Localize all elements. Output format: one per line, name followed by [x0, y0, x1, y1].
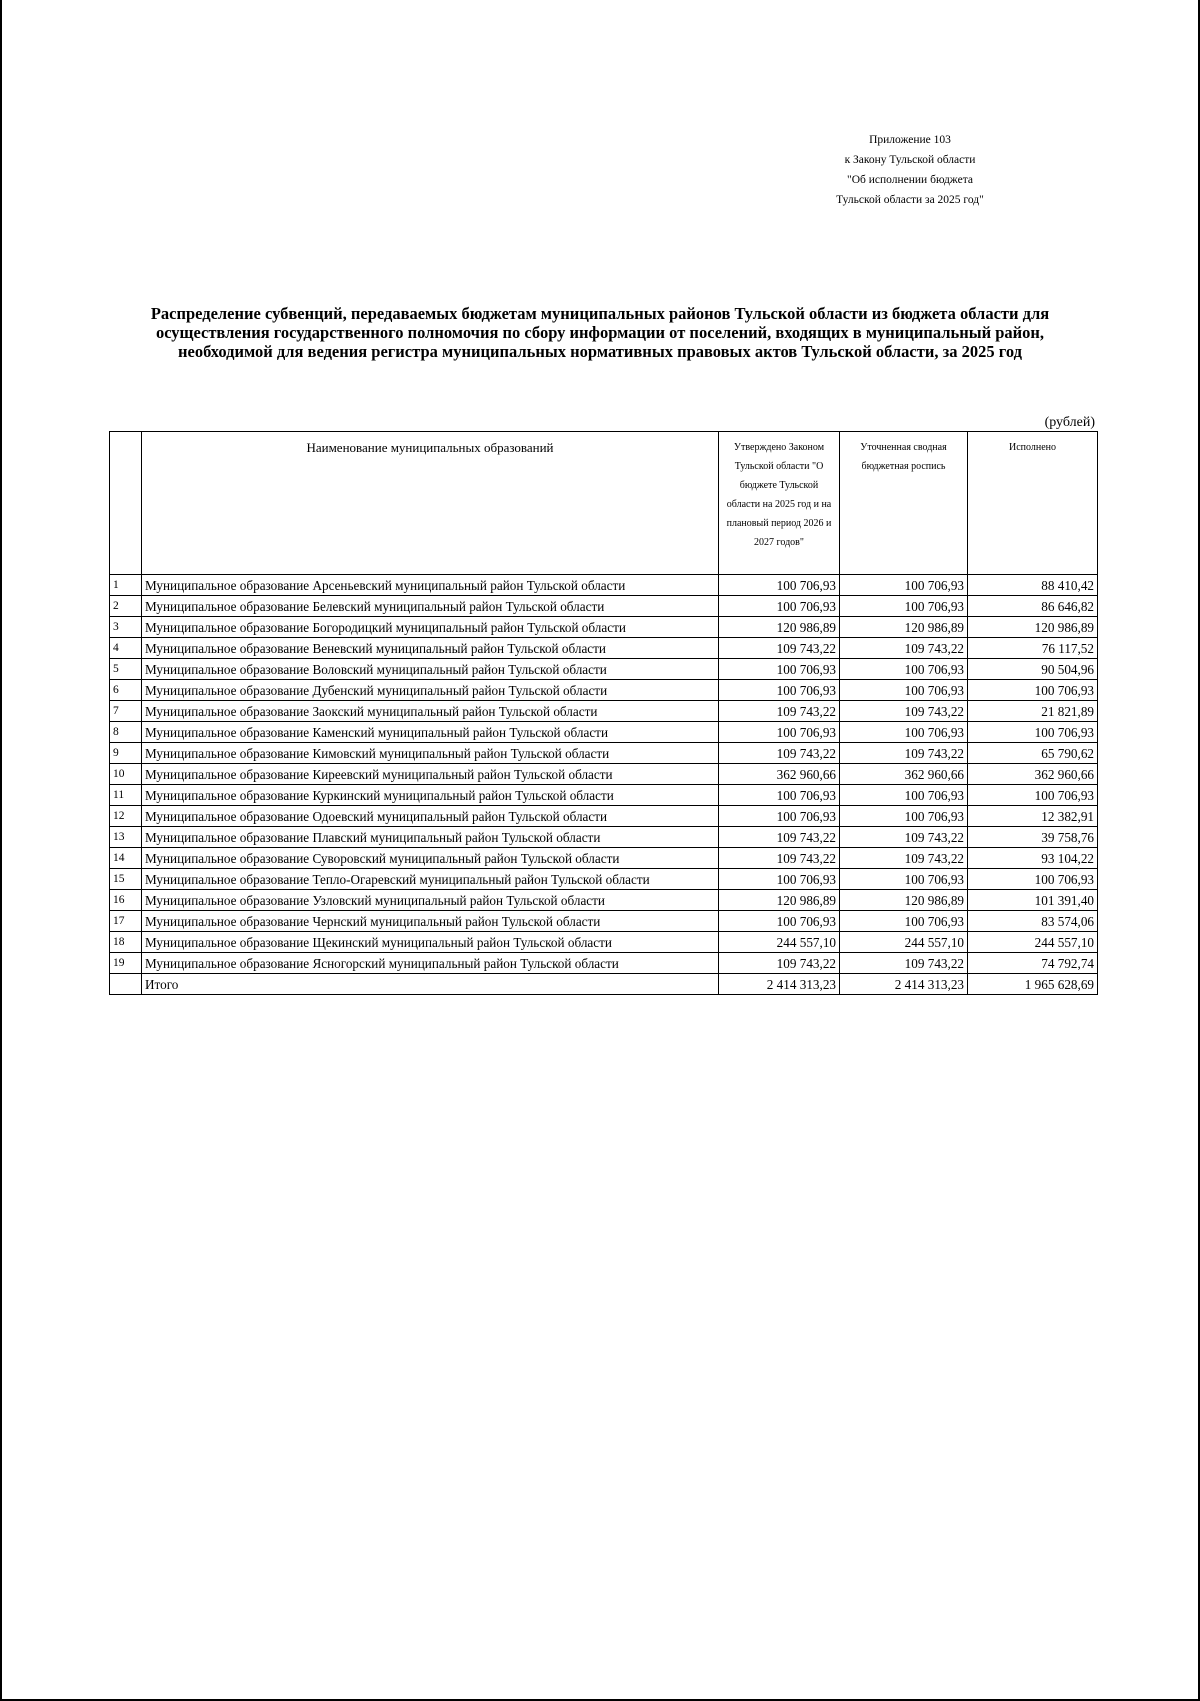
refined-amount: 100 706,93 — [840, 680, 968, 701]
approved-amount: 100 706,93 — [719, 722, 840, 743]
municipality-name: Муниципальное образование Одоевский муниципальный район Тульской области — [142, 806, 719, 827]
row-index: 9 — [110, 743, 142, 764]
municipality-name: Муниципальное образование Куркинский муниципальный район Тульской области — [142, 785, 719, 806]
approved-amount: 109 743,22 — [719, 848, 840, 869]
row-index: 3 — [110, 617, 142, 638]
approved-amount: 362 960,66 — [719, 764, 840, 785]
municipality-name: Муниципальное образование Воловский муниципальный район Тульской области — [142, 659, 719, 680]
approved-amount: 2 414 313,23 — [719, 974, 840, 995]
executed-amount: 362 960,66 — [968, 764, 1098, 785]
row-index: 4 — [110, 638, 142, 659]
row-index: 11 — [110, 785, 142, 806]
title-line-1: Распределение субвенций, передаваемых бюджетам муниципальных районов Тульской области из бюджета области для — [150, 304, 1050, 323]
approved-amount: 109 743,22 — [719, 701, 840, 722]
table-row — [110, 785, 1098, 806]
approved-amount: 100 706,93 — [719, 806, 840, 827]
row-index: 12 — [110, 806, 142, 827]
table-header-row — [110, 432, 1098, 575]
table-row — [110, 659, 1098, 680]
municipality-name: Муниципальное образование Киреевский муниципальный район Тульской области — [142, 764, 719, 785]
row-index: 17 — [110, 911, 142, 932]
appendix-line-4: Тульской области за 2025 год" — [836, 194, 984, 206]
municipality-name: Муниципальное образование Заокский муниципальный район Тульской области — [142, 701, 719, 722]
refined-amount: 109 743,22 — [840, 701, 968, 722]
table-row — [110, 596, 1098, 617]
executed-amount: 83 574,06 — [968, 911, 1098, 932]
executed-amount: 39 758,76 — [968, 827, 1098, 848]
row-index: 13 — [110, 827, 142, 848]
table-row — [110, 617, 1098, 638]
table-row — [110, 680, 1098, 701]
row-index: 7 — [110, 701, 142, 722]
refined-amount: 109 743,22 — [840, 743, 968, 764]
table-row — [110, 743, 1098, 764]
approved-amount: 100 706,93 — [719, 659, 840, 680]
executed-amount: 86 646,82 — [968, 596, 1098, 617]
table-row — [110, 890, 1098, 911]
municipality-name: Итого — [142, 974, 719, 995]
appendix-line-3: "Об исполнении бюджета — [847, 174, 973, 186]
header-executed: Исполнено — [968, 432, 1098, 575]
refined-amount: 109 743,22 — [840, 848, 968, 869]
refined-amount: 100 706,93 — [840, 722, 968, 743]
row-index: 1 — [110, 575, 142, 596]
header-name: Наименование муниципальных образований — [142, 432, 719, 575]
refined-amount: 109 743,22 — [840, 953, 968, 974]
row-index: 2 — [110, 596, 142, 617]
refined-amount: 120 986,89 — [840, 890, 968, 911]
refined-amount: 362 960,66 — [840, 764, 968, 785]
header-refined: Уточненная сводная бюджетная роспись — [840, 432, 968, 575]
executed-amount: 12 382,91 — [968, 806, 1098, 827]
refined-amount: 100 706,93 — [840, 806, 968, 827]
executed-amount: 100 706,93 — [968, 722, 1098, 743]
refined-amount: 100 706,93 — [840, 575, 968, 596]
executed-amount: 120 986,89 — [968, 617, 1098, 638]
executed-amount: 101 391,40 — [968, 890, 1098, 911]
approved-amount: 109 743,22 — [719, 827, 840, 848]
executed-amount: 244 557,10 — [968, 932, 1098, 953]
refined-amount: 109 743,22 — [840, 638, 968, 659]
approved-amount: 100 706,93 — [719, 575, 840, 596]
refined-amount: 2 414 313,23 — [840, 974, 968, 995]
table-row — [110, 701, 1098, 722]
municipality-name: Муниципальное образование Ясногорский муниципальный район Тульской области — [142, 953, 719, 974]
table-row — [110, 722, 1098, 743]
refined-amount: 120 986,89 — [840, 617, 968, 638]
title-line-2: осуществления государственного полномочия по сбору информации от поселений, входящих в муниципальный район, — [155, 323, 1045, 342]
header-index — [110, 432, 142, 575]
header-approved: Утверждено Законом Тульской области "О бюджете Тульской области на 2025 год и на плановый период 2026 и 2027 годов" — [719, 432, 840, 575]
table-row — [110, 806, 1098, 827]
municipality-name: Муниципальное образование Тепло-Огаревский муниципальный район Тульской области — [142, 869, 719, 890]
table-total-row — [110, 974, 1098, 995]
row-index: 16 — [110, 890, 142, 911]
table-body — [110, 575, 1098, 995]
document-title — [100, 304, 1100, 361]
appendix-line-1: Приложение 103 — [869, 134, 951, 146]
approved-amount: 120 986,89 — [719, 617, 840, 638]
row-index: 5 — [110, 659, 142, 680]
municipality-name: Муниципальное образование Щекинский муниципальный район Тульской области — [142, 932, 719, 953]
executed-amount: 100 706,93 — [968, 680, 1098, 701]
refined-amount: 109 743,22 — [840, 827, 968, 848]
row-index: 15 — [110, 869, 142, 890]
approved-amount: 120 986,89 — [719, 890, 840, 911]
approved-amount: 100 706,93 — [719, 785, 840, 806]
title-line-3: необходимой для ведения регистра муниципальных нормативных правовых актов Тульской области, за 2025 год — [178, 342, 1022, 361]
executed-amount: 100 706,93 — [968, 869, 1098, 890]
municipality-name: Муниципальное образование Арсеньевский муниципальный район Тульской области — [142, 575, 719, 596]
municipality-name: Муниципальное образование Каменский муниципальный район Тульской области — [142, 722, 719, 743]
approved-amount: 100 706,93 — [719, 911, 840, 932]
table-row — [110, 848, 1098, 869]
table-row — [110, 827, 1098, 848]
executed-amount: 93 104,22 — [968, 848, 1098, 869]
refined-amount: 100 706,93 — [840, 785, 968, 806]
row-index: 8 — [110, 722, 142, 743]
appendix-line-2: к Закону Тульской области — [844, 154, 976, 166]
approved-amount: 100 706,93 — [719, 596, 840, 617]
executed-amount: 74 792,74 — [968, 953, 1098, 974]
table-row — [110, 953, 1098, 974]
refined-amount: 100 706,93 — [840, 869, 968, 890]
approved-amount: 109 743,22 — [719, 953, 840, 974]
refined-amount: 100 706,93 — [840, 911, 968, 932]
executed-amount: 76 117,52 — [968, 638, 1098, 659]
municipality-name: Муниципальное образование Плавский муниципальный район Тульской области — [142, 827, 719, 848]
row-index: 6 — [110, 680, 142, 701]
refined-amount: 244 557,10 — [840, 932, 968, 953]
approved-amount: 100 706,93 — [719, 680, 840, 701]
municipality-name: Муниципальное образование Веневский муниципальный район Тульской области — [142, 638, 719, 659]
executed-amount: 1 965 628,69 — [968, 974, 1098, 995]
municipality-name: Муниципальное образование Суворовский муниципальный район Тульской области — [142, 848, 719, 869]
page-left-edge — [0, 0, 2, 1701]
approved-amount: 109 743,22 — [719, 638, 840, 659]
approved-amount: 109 743,22 — [719, 743, 840, 764]
executed-amount: 100 706,93 — [968, 785, 1098, 806]
municipality-name: Муниципальное образование Чернский муниципальный район Тульской области — [142, 911, 719, 932]
row-index: 10 — [110, 764, 142, 785]
row-index: 19 — [110, 953, 142, 974]
refined-amount: 100 706,93 — [840, 659, 968, 680]
row-index — [110, 974, 142, 995]
executed-amount: 65 790,62 — [968, 743, 1098, 764]
executed-amount: 90 504,96 — [968, 659, 1098, 680]
table-row — [110, 869, 1098, 890]
table-row — [110, 764, 1098, 785]
appendix-header — [790, 130, 1030, 210]
table-row — [110, 911, 1098, 932]
approved-amount: 100 706,93 — [719, 869, 840, 890]
executed-amount: 21 821,89 — [968, 701, 1098, 722]
approved-amount: 244 557,10 — [719, 932, 840, 953]
table-row — [110, 638, 1098, 659]
municipality-name: Муниципальное образование Дубенский муниципальный район Тульской области — [142, 680, 719, 701]
municipality-name: Муниципальное образование Богородицкий муниципальный район Тульской области — [142, 617, 719, 638]
executed-amount: 88 410,42 — [968, 575, 1098, 596]
municipality-name: Муниципальное образование Кимовский муниципальный район Тульской области — [142, 743, 719, 764]
municipality-name: Муниципальное образование Узловский муниципальный район Тульской области — [142, 890, 719, 911]
table-row — [110, 575, 1098, 596]
municipality-name: Муниципальное образование Белевский муниципальный район Тульской области — [142, 596, 719, 617]
units-label: (рублей) — [1044, 415, 1095, 430]
row-index: 14 — [110, 848, 142, 869]
row-index: 18 — [110, 932, 142, 953]
subvention-table — [109, 431, 1098, 995]
table-row — [110, 932, 1098, 953]
refined-amount: 100 706,93 — [840, 596, 968, 617]
